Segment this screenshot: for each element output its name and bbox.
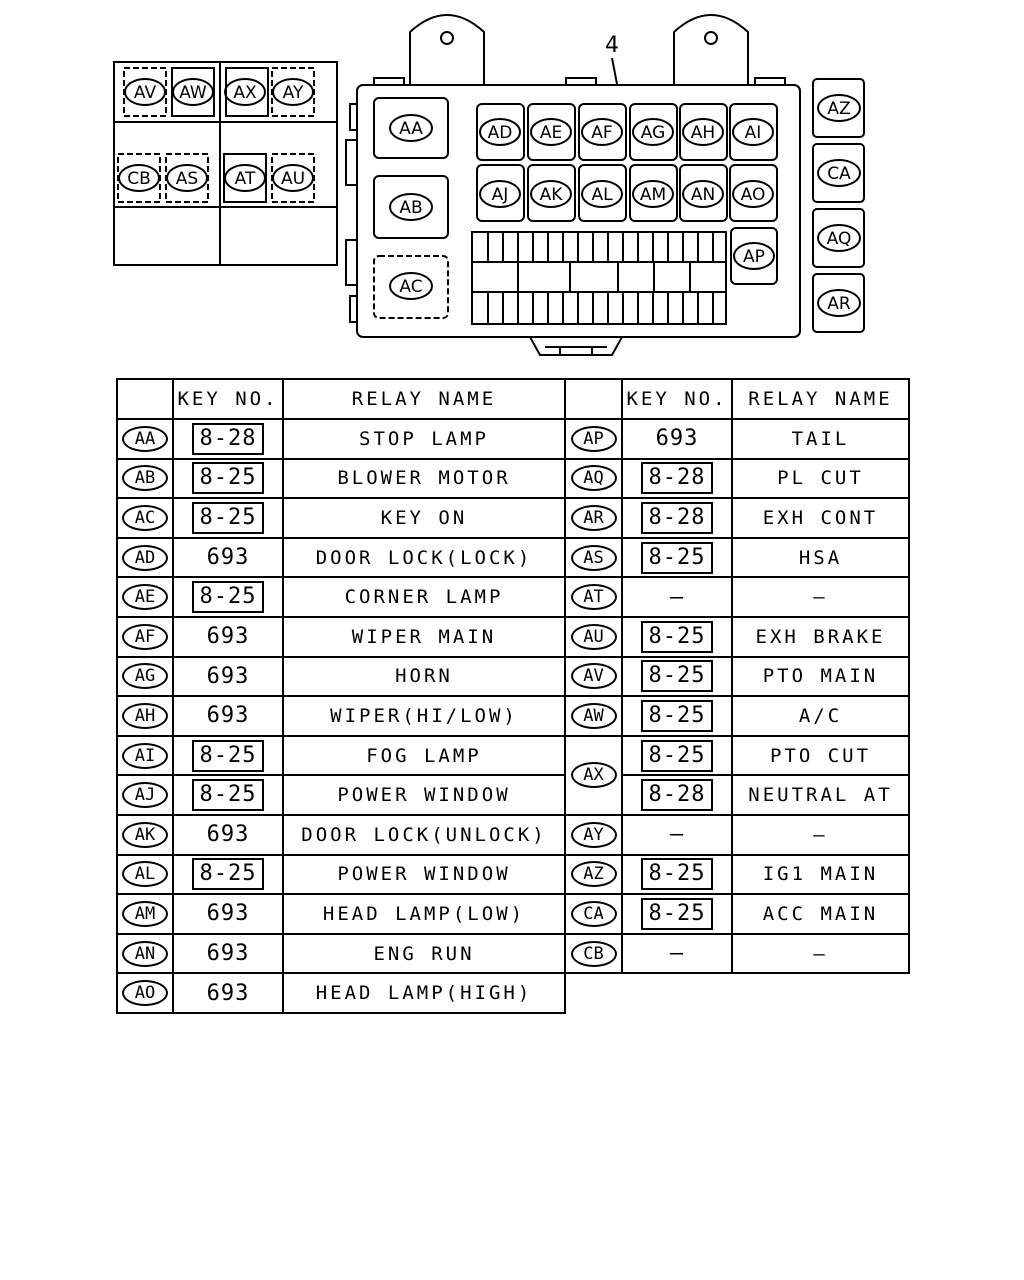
key-no: 693 — [206, 822, 250, 848]
relay-code-ac — [390, 273, 432, 299]
key-no-cell — [622, 736, 732, 776]
relay-code-aq: AQ — [571, 465, 617, 491]
relay-name-cell: CORNER LAMP — [283, 577, 565, 617]
table-row — [117, 855, 909, 895]
relay-code-as: AS — [571, 545, 617, 571]
relay-code-ar — [818, 290, 860, 316]
table-header-row — [117, 379, 909, 419]
relay-name-cell: ENG RUN — [283, 934, 565, 974]
key-no: — — [669, 822, 685, 848]
relay-code-cell — [117, 736, 173, 776]
key-no-cell — [173, 617, 283, 657]
relay-code-cell — [117, 498, 173, 538]
relay-code-cell — [117, 419, 173, 459]
relay-code-az: AZ — [571, 861, 617, 887]
relay-code-af-label: AF — [591, 123, 613, 143]
relay-code-aa — [390, 115, 432, 141]
relay-code-ae-label: AE — [539, 123, 563, 143]
relay-code-ad: AD — [122, 545, 168, 571]
relay-code-as-label: AS — [175, 169, 199, 189]
key-no: — — [669, 941, 685, 967]
relay-code-ak — [531, 181, 571, 207]
relay-code-ao-label: AO — [740, 185, 766, 205]
relay-code-cell — [117, 973, 173, 1013]
key-no-cell — [173, 815, 283, 855]
relay-code-at-label: AT — [234, 169, 256, 189]
key-no-cell — [173, 538, 283, 578]
relay-code-ax: AX — [571, 762, 617, 788]
relay-code-aw — [173, 79, 213, 105]
key-no-cell — [622, 815, 732, 855]
relay-name-cell: EXH CONT — [732, 498, 909, 538]
relay-code-cell — [117, 815, 173, 855]
relay-code-ao — [733, 181, 773, 207]
header-code-left — [117, 379, 173, 419]
key-no: 693 — [206, 901, 250, 927]
key-no-cell — [622, 657, 732, 697]
relay-code-al-label: AL — [591, 185, 613, 205]
table-row — [117, 934, 909, 974]
key-no-boxed: 8-25 — [192, 740, 265, 772]
relay-name-cell: HEAD LAMP(HIGH) — [283, 973, 565, 1013]
relay-code-cell — [565, 894, 622, 934]
table-row — [117, 577, 909, 617]
key-no-cell — [173, 419, 283, 459]
relay-code-cell — [117, 775, 173, 815]
relay-name-cell: WIPER MAIN — [283, 617, 565, 657]
key-no-cell — [173, 498, 283, 538]
relay-code-as — [167, 165, 207, 191]
table-row — [117, 894, 909, 934]
relay-code-ao: AO — [122, 980, 168, 1006]
key-no-cell — [173, 736, 283, 776]
relay-code-cb — [119, 165, 159, 191]
relay-code-ad-label: AD — [487, 123, 513, 143]
relay-code-ag: AG — [122, 663, 168, 689]
relay-code-ah: AH — [122, 703, 168, 729]
relay-name-cell: POWER WINDOW — [283, 775, 565, 815]
relay-code-cb: CB — [571, 941, 617, 967]
key-no-boxed: 8-25 — [192, 779, 265, 811]
relay-code-aq — [818, 225, 860, 251]
empty-cell — [732, 973, 909, 1013]
relay-name-cell: POWER WINDOW — [283, 855, 565, 895]
relay-code-au — [273, 165, 313, 191]
relay-code-ai — [733, 119, 773, 145]
key-no-boxed: 8-28 — [192, 423, 265, 455]
key-no-cell — [622, 538, 732, 578]
key-no-cell — [622, 577, 732, 617]
relay-code-an-label: AN — [690, 185, 716, 205]
key-no-cell — [622, 419, 732, 459]
mounting-tab-right — [674, 15, 748, 84]
relay-name-cell: FOG LAMP — [283, 736, 565, 776]
key-no: 693 — [655, 426, 699, 452]
key-no-boxed: 8-28 — [641, 462, 714, 494]
key-no: 693 — [206, 663, 250, 689]
key-no-boxed: 8-25 — [192, 502, 265, 534]
key-no-boxed: 8-25 — [641, 700, 714, 732]
relay-code-ak: AK — [122, 822, 168, 848]
relay-code-ac-label: AC — [399, 277, 423, 297]
relay-code-cell — [117, 934, 173, 974]
table-row — [117, 538, 909, 578]
key-no-cell — [622, 617, 732, 657]
relay-code-am — [633, 181, 673, 207]
relay-code-ai: AI — [122, 743, 168, 769]
relay-code-cell — [117, 577, 173, 617]
relay-code-ab-label: AB — [399, 198, 423, 218]
key-no-boxed: 8-28 — [641, 502, 714, 534]
relay-code-cell — [117, 538, 173, 578]
relay-code-ay: AY — [571, 822, 617, 848]
relay-code-ac: AC — [122, 505, 168, 531]
table-row — [117, 419, 909, 459]
relay-code-az-label: AZ — [827, 99, 851, 119]
key-no-boxed: 8-28 — [641, 779, 714, 811]
header-key-right: KEY NO. — [622, 379, 732, 419]
relay-name-cell: HEAD LAMP(LOW) — [283, 894, 565, 934]
main-fuse-box — [346, 78, 800, 355]
key-no-cell — [622, 855, 732, 895]
relay-name-cell: PTO MAIN — [732, 657, 909, 697]
relay-name-cell: PTO CUT — [732, 736, 909, 776]
empty-cell — [622, 973, 732, 1013]
relay-code-cell — [565, 815, 622, 855]
key-no-cell — [173, 657, 283, 697]
relay-name-cell: DOOR LOCK(LOCK) — [283, 538, 565, 578]
relay-code-ab: AB — [122, 465, 168, 491]
relay-code-av: AV — [571, 663, 617, 689]
relay-code-an: AN — [122, 941, 168, 967]
relay-code-cell — [565, 696, 622, 736]
table-row — [117, 459, 909, 499]
header-key-left: KEY NO. — [173, 379, 283, 419]
relay-code-cb-label: CB — [127, 169, 151, 189]
relay-code-al: AL — [122, 861, 168, 887]
key-no-cell — [622, 934, 732, 974]
relay-code-am: AM — [122, 901, 168, 927]
key-no-boxed: 8-25 — [641, 858, 714, 890]
header-name-right: RELAY NAME — [732, 379, 909, 419]
relay-name-cell: DOOR LOCK(UNLOCK) — [283, 815, 565, 855]
relay-name-cell: NEUTRAL AT — [732, 775, 909, 815]
relay-code-av — [125, 79, 165, 105]
relay-code-ca: CA — [571, 901, 617, 927]
header-code-right — [565, 379, 622, 419]
key-no: 693 — [206, 545, 250, 571]
relay-name-cell: — — [732, 577, 909, 617]
relay-code-cell — [565, 657, 622, 697]
table-row — [117, 815, 909, 855]
relay-code-az — [818, 95, 860, 121]
relay-code-am-label: AM — [639, 185, 667, 205]
relay-code-an — [683, 181, 723, 207]
relay-code-af: AF — [122, 624, 168, 650]
relay-code-cell — [565, 419, 622, 459]
key-no-cell — [622, 775, 732, 815]
relay-code-cell — [565, 459, 622, 499]
relay-code-ae: AE — [122, 584, 168, 610]
relay-code-cell — [117, 855, 173, 895]
relay-code-cell — [117, 894, 173, 934]
relay-code-cell — [117, 459, 173, 499]
key-no: 693 — [206, 703, 250, 729]
relay-code-au: AU — [571, 624, 617, 650]
relay-code-ax — [225, 79, 265, 105]
relay-code-cell — [565, 617, 622, 657]
relay-code-ag-label: AG — [640, 123, 666, 143]
key-no-boxed: 8-25 — [641, 621, 714, 653]
relay-code-cell — [565, 577, 622, 617]
key-no: — — [669, 584, 685, 610]
relay-code-at: AT — [571, 584, 617, 610]
key-no-cell — [173, 696, 283, 736]
relay-name-cell: A/C — [732, 696, 909, 736]
relay-code-aq-label: AQ — [826, 229, 852, 249]
table-row — [117, 775, 909, 815]
key-no-cell — [622, 894, 732, 934]
relay-code-aa: AA — [122, 426, 168, 452]
relay-code-ad — [480, 119, 520, 145]
key-no: 693 — [206, 624, 250, 650]
relay-name-cell: — — [732, 815, 909, 855]
key-no-cell — [622, 459, 732, 499]
key-no-boxed: 8-25 — [192, 858, 265, 890]
key-no-boxed: 8-25 — [192, 581, 265, 613]
relay-code-cell — [565, 736, 622, 815]
key-no-cell — [173, 894, 283, 934]
key-no-boxed: 8-25 — [641, 660, 714, 692]
relay-code-at — [225, 165, 265, 191]
relay-name-cell: KEY ON — [283, 498, 565, 538]
relay-code-aw: AW — [571, 703, 617, 729]
relay-code-aw-label: AW — [179, 83, 207, 103]
relay-code-aa-label: AA — [399, 119, 423, 139]
key-no-boxed: 8-25 — [641, 740, 714, 772]
relay-code-aj: AJ — [122, 782, 168, 808]
relay-name-cell: BLOWER MOTOR — [283, 459, 565, 499]
relay-code-au-label: AU — [280, 169, 306, 189]
relay-name-cell: HORN — [283, 657, 565, 697]
key-no-boxed: 8-25 — [192, 462, 265, 494]
table-row — [117, 617, 909, 657]
relay-name-cell: ACC MAIN — [732, 894, 909, 934]
table-row — [117, 696, 909, 736]
relay-code-cell — [117, 617, 173, 657]
key-no: 693 — [206, 941, 250, 967]
fuse-box-diagram — [0, 0, 1024, 370]
relay-code-cell — [565, 498, 622, 538]
relay-code-aj — [480, 181, 520, 207]
table-row — [117, 657, 909, 697]
relay-table — [116, 378, 910, 1014]
relay-code-ai-label: AI — [744, 123, 762, 143]
relay-code-ap-label: AP — [743, 247, 765, 267]
relay-code-cell — [565, 538, 622, 578]
relay-code-ay — [273, 79, 313, 105]
relay-name-cell: HSA — [732, 538, 909, 578]
key-no-cell — [622, 498, 732, 538]
relay-code-ar: AR — [571, 505, 617, 531]
relay-code-ar-label: AR — [827, 294, 851, 314]
empty-cell — [565, 973, 622, 1013]
header-name-left: RELAY NAME — [283, 379, 565, 419]
relay-code-ap — [734, 243, 774, 269]
relay-code-ca-label: CA — [827, 164, 851, 184]
relay-name-cell: PL CUT — [732, 459, 909, 499]
relay-code-al — [582, 181, 622, 207]
side-relays — [813, 79, 864, 332]
relay-code-av-label: AV — [133, 83, 157, 103]
aux-relay-box — [114, 62, 337, 265]
relay-code-ag — [633, 119, 673, 145]
relay-code-cell — [565, 855, 622, 895]
table-row — [117, 973, 909, 1013]
relay-code-ap: AP — [571, 426, 617, 452]
relay-code-cell — [565, 934, 622, 974]
key-no-cell — [173, 855, 283, 895]
relay-name-cell: — — [732, 934, 909, 974]
callout-number: 4 — [605, 33, 619, 58]
key-no-cell — [173, 459, 283, 499]
relay-name-cell: EXH BRAKE — [732, 617, 909, 657]
relay-code-ax-label: AX — [233, 83, 257, 103]
mounting-tab-left — [410, 15, 484, 84]
key-no-cell — [173, 934, 283, 974]
relay-name-cell: IG1 MAIN — [732, 855, 909, 895]
key-no-boxed: 8-25 — [641, 898, 714, 930]
relay-name-cell: TAIL — [732, 419, 909, 459]
table-row — [117, 736, 909, 776]
key-no-cell — [173, 577, 283, 617]
table-row — [117, 498, 909, 538]
key-no: 693 — [206, 980, 250, 1006]
relay-code-ae — [531, 119, 571, 145]
key-no-cell — [173, 973, 283, 1013]
relay-code-ay-label: AY — [282, 83, 304, 103]
relay-code-ah-label: AH — [690, 123, 716, 143]
relay-code-cell — [117, 696, 173, 736]
relay-code-ab — [390, 194, 432, 220]
key-no-boxed: 8-25 — [641, 542, 714, 574]
callout-leader — [612, 58, 617, 84]
relay-name-cell: STOP LAMP — [283, 419, 565, 459]
relay-name-cell: WIPER(HI/LOW) — [283, 696, 565, 736]
relay-code-aj-label: AJ — [491, 185, 509, 205]
relay-code-ah — [683, 119, 723, 145]
relay-code-ca — [818, 160, 860, 186]
relay-code-ak-label: AK — [539, 185, 563, 205]
key-no-cell — [622, 696, 732, 736]
relay-code-af — [582, 119, 622, 145]
key-no-cell — [173, 775, 283, 815]
relay-code-cell — [117, 657, 173, 697]
fuse-block — [472, 232, 726, 324]
